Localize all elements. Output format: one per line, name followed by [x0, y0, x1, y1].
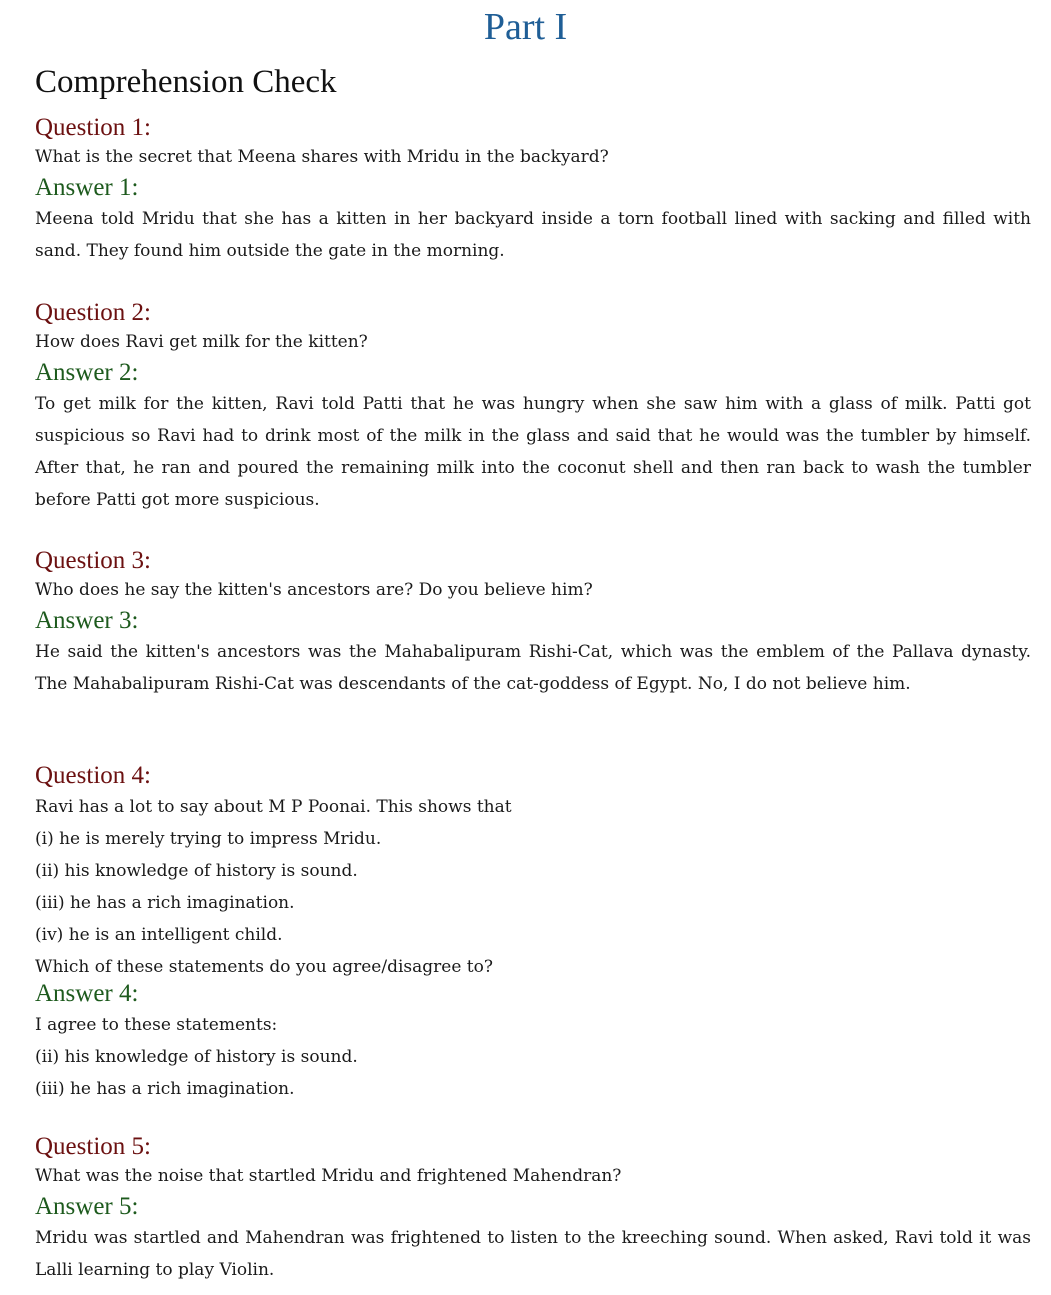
answer-line: I agree to these statements:	[35, 1015, 278, 1035]
option-line: (iv) he is an intelligent child.	[35, 925, 283, 945]
answer-label: Answer 3:	[35, 607, 139, 634]
question-line: Ravi has a lot to say about M P Poonai. This shows that	[35, 797, 512, 817]
answer-text: Meena told Mridu that she has a kitten in her backyard inside a torn football lined with sacking and filled with sand. They found him outside the gate in the morning.	[35, 209, 1031, 261]
question-text: How does Ravi get milk for the kitten?	[35, 332, 368, 352]
answer-label: Answer 4:	[35, 980, 139, 1007]
part-title: Part I	[483, 6, 568, 48]
question-block-2	[35, 298, 1031, 516]
answer-text: He said the kitten's ancestors was the Mahabalipuram Rishi-Cat, which was the emblem of the Pallava dynasty. The Mahabalipuram Rishi-Cat was descendants of the cat-goddess of Egypt. No, I do not believe him.	[35, 642, 1031, 694]
option-line: (ii) his knowledge of history is sound.	[35, 861, 358, 881]
question-label: Question 1:	[35, 114, 151, 141]
question-label: Question 3:	[35, 547, 151, 574]
answer-text	[35, 1009, 1031, 1105]
answer-label: Answer 2:	[35, 359, 139, 386]
question-text: What was the noise that startled Mridu and frightened Mahendran?	[35, 1166, 622, 1186]
question-label: Question 5:	[35, 1133, 151, 1160]
answer-text: Mridu was startled and Mahendran was frightened to listen to the kreeching sound. When asked, Ravi told it was Lalli learning to play Violin.	[35, 1228, 1031, 1280]
answer-line: (ii) his knowledge of history is sound.	[35, 1047, 358, 1067]
question-label: Question 4:	[35, 762, 151, 789]
question-label: Question 2:	[35, 299, 151, 326]
section-title: Comprehension Check	[35, 64, 337, 100]
option-line: (iii) he has a rich imagination.	[35, 893, 295, 913]
question-text: Who does he say the kitten's ancestors are? Do you believe him?	[35, 580, 593, 600]
answer-line: (iii) he has a rich imagination.	[35, 1079, 295, 1099]
question-block-3	[35, 546, 1031, 700]
answer-text: To get milk for the kitten, Ravi told Patti that he was hungry when she saw him with a glass of milk. Patti got suspicious so Ravi had to drink most of the milk in the glass and said that he would was the tumbler by himself. After that, he ran and poured the remaining milk into the coconut shell and then ran back to wash the tumbler before Patti got more suspicious.	[35, 394, 1031, 510]
answer-label: Answer 1:	[35, 174, 139, 201]
question-text	[35, 791, 1031, 983]
answer-label: Answer 5:	[35, 1193, 139, 1220]
question-line: Which of these statements do you agree/disagree to?	[35, 957, 493, 977]
question-text: What is the secret that Meena shares with Mridu in the backyard?	[35, 147, 609, 167]
question-block-4	[35, 761, 1031, 1105]
question-block-1	[35, 113, 1031, 267]
question-block-5	[35, 1132, 1031, 1286]
option-line: (i) he is merely trying to impress Mridu.	[35, 829, 382, 849]
